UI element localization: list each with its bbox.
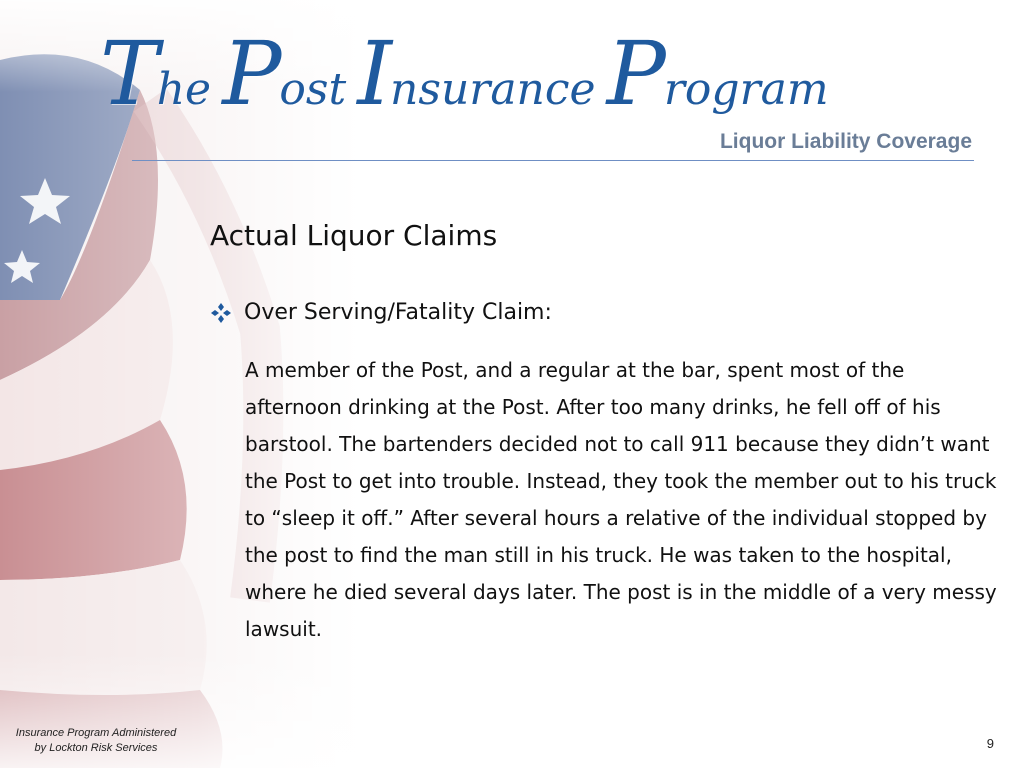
footer-line-2: by Lockton Risk Services [34,742,158,754]
program-logo [100,22,835,125]
header-divider [132,160,974,161]
logo-word-the: The [100,22,212,125]
claim-paragraph: A member of the Post, and a regular at the bar, spent most of the afternoon drinking at the Post. After too many drinks, he fell off of his barstool. The bartenders decided not to call 911 because they didn’t want the Post to get into trouble. Instead, they took the member out to his truck to “sleep it off.” After several hours a relative of the individual stopped by the post to find the man still in his truck. He was taken to the hospital, where he died several days later. The post is in the middle of a very messy lawsuit. [245,358,997,641]
footer-administrator [12,726,180,756]
footer-line-1: Insurance Program Administered [15,727,177,739]
slide-subtitle: Liquor Liability Coverage [719,130,972,153]
logo-word-post: Post [222,22,347,125]
logo-word-program: Program [606,22,829,125]
slide-heading: Actual Liquor Claims [210,219,498,252]
diamond-bullet-icon [209,301,233,325]
logo-word-insurance: Insurance [357,22,596,125]
bullet-text: Over Serving/Fatality Claim: [244,300,552,325]
bullet-item [209,300,552,325]
page-number: 9 [986,736,994,751]
